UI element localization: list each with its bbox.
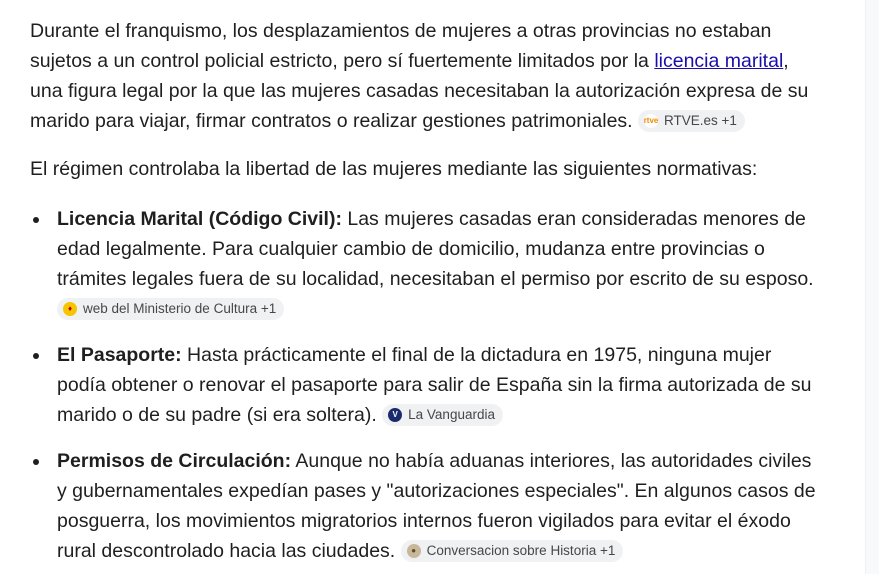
rtve-icon: rtve	[644, 114, 658, 128]
intro-text-after: , una figura legal por la que las mujeres casadas necesitaban la autorización expresa de su marido para viajar, firmar contratos o realizar gestiones patrimoniales.	[30, 50, 809, 132]
list-item-text: Las mujeres casadas eran consideradas menores de edad legalmente. Para cualquier cambio de domicilio, mudanza entre provincias o trámites legales fuera de su localidad, necesitaban el permiso por escrito de su esposo.	[57, 208, 814, 290]
list-item-text: Hasta prácticamente el final de la dictadura en 1975, ninguna mujer podía obtener o renovar el pasaporte para salir de España sin la firma autorizada de su marido o de su padre (si era soltera).	[57, 344, 812, 426]
source-chip-label: web del Ministerio de Cultura +1	[83, 300, 277, 316]
conversacion-historia-icon: ●	[407, 544, 421, 558]
source-chip-historia[interactable]	[401, 540, 624, 562]
source-chip-rtve[interactable]	[638, 110, 745, 132]
source-chip-label: RTVE.es +1	[664, 112, 737, 128]
list-item	[30, 446, 820, 566]
lead-paragraph: El régimen controlaba la libertad de las mujeres mediante las siguientes normativas:	[30, 158, 758, 180]
regulations-list	[30, 204, 820, 566]
source-chip-label: La Vanguardia	[408, 406, 495, 422]
list-item-title: Licencia Marital (Código Civil):	[57, 208, 342, 230]
source-chip-ministerio[interactable]	[57, 298, 284, 320]
spain-coat-of-arms-icon: ♦	[63, 302, 77, 316]
side-panel-edge	[865, 0, 879, 574]
bullet-icon	[33, 217, 39, 223]
response-content	[30, 16, 820, 566]
bullet-icon	[33, 459, 39, 465]
list-item	[30, 340, 820, 430]
la-vanguardia-icon: V	[388, 408, 402, 422]
licencia-marital-link[interactable]: licencia marital	[654, 50, 784, 72]
list-item-title: El Pasaporte:	[57, 344, 182, 366]
list-item-text: Aunque no había aduanas interiores, las autoridades civiles y gubernamentales expedían pases y "autorizaciones especiales". En algunos casos de posguerra, los movimientos migratorios internos fueron vigilados para evitar el éxodo rural descontrolado hacia las ciudades.	[57, 450, 816, 562]
bullet-icon	[33, 353, 39, 359]
list-item-title: Permisos de Circulación:	[57, 450, 292, 472]
source-chip-label: Conversacion sobre Historia +1	[426, 542, 616, 558]
source-chip-vanguardia[interactable]	[382, 404, 503, 426]
list-item	[30, 204, 820, 324]
intro-text-before: Durante el franquismo, los desplazamientos de mujeres a otras provincias no estaban sujetos a un control policial estricto, pero sí fuertemente limitados por la	[30, 20, 772, 72]
intro-paragraph	[30, 16, 820, 136]
